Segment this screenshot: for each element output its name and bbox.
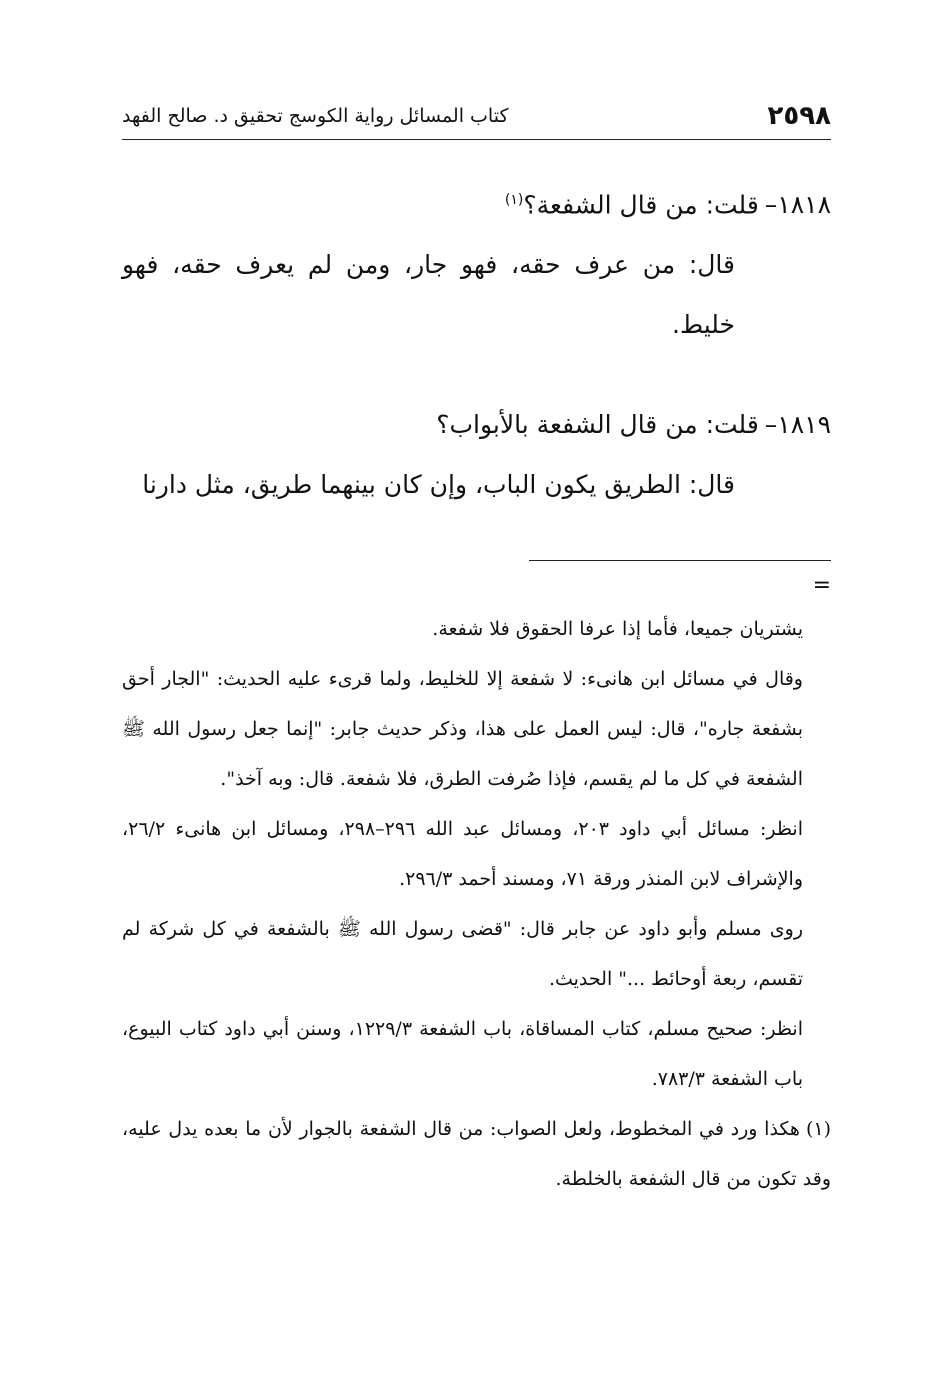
footnote-marker: (١) bbox=[805, 1118, 831, 1140]
footnote-separator bbox=[529, 560, 831, 561]
entry-1818-question bbox=[122, 170, 831, 235]
entry-number: ١٨١٩– bbox=[764, 410, 831, 440]
entry-number: ١٨١٨– bbox=[764, 190, 831, 220]
entry-1818-answer: قال: من عرف حقه، فهو جار، ومن لم يعرف حقه، فهو خليط. bbox=[122, 250, 735, 340]
footnote-continuation-mark: = bbox=[812, 573, 831, 598]
running-title: كتاب المسائل رواية الكوسج تحقيق د. صالح الفهد bbox=[122, 105, 509, 127]
question-text: قلت: من قال الشفعة؟ bbox=[523, 190, 759, 220]
footnote-1 bbox=[122, 1104, 831, 1204]
question-text: قلت: من قال الشفعة بالأبواب؟ bbox=[436, 410, 759, 440]
footnote-paragraph: روى مسلم وأبو داود عن جابر قال: "قضى رسول الله ﷺ بالشفعة في كل شركة لم تقسم، ربعة أوحائط ..." الحديث. bbox=[122, 918, 803, 990]
footnote-paragraph: انظر: مسائل أبي داود ٢٠٣، ومسائل عبد الله ٢٩٦–٢٩٨، ومسائل ابن هانىء ٢٦/٢، والإشراف لابن المنذر ورقة ٧١، ومسند أحمد ٢٩٦/٣. bbox=[122, 818, 803, 890]
entry-1819-question bbox=[122, 395, 831, 455]
footnote-paragraph: يشتريان جميعا، فأما إذا عرفا الحقوق فلا شفعة. bbox=[432, 618, 803, 640]
entry-1819-answer: قال: الطريق يكون الباب، وإن كان بينهما طريق، مثل دارنا bbox=[142, 470, 735, 500]
footnotes bbox=[122, 604, 831, 1204]
footnote-paragraph: انظر: صحيح مسلم، كتاب المساقاة، باب الشفعة ١٢٢٩/٣، وسنن أبي داود كتاب البيوع، باب الشفعة ٧٨٣/٣. bbox=[122, 1018, 803, 1090]
footnote-text: هكذا ورد في المخطوط، ولعل الصواب: من قال الشفعة بالجوار لأن ما بعده يدل عليه، وقد تكون من قال الشفعة بالخلطة. bbox=[122, 1118, 831, 1190]
page-number: ٢٥٩٨ bbox=[767, 101, 831, 131]
page-header bbox=[122, 96, 831, 136]
main-text bbox=[122, 170, 831, 515]
footnote-ref: (١) bbox=[504, 192, 524, 208]
header-rule bbox=[122, 139, 831, 140]
footnote-paragraph: وقال في مسائل ابن هانىء: لا شفعة إلا للخليط، ولما قرىء عليه الحديث: "الجار أحق بشفعة جاره"، قال: ليس العمل على هذا، وذكر حديث جابر: "إنما جعل رسول الله ﷺ الشفعة في كل ما لم يقسم، فإذا صُرفت الطرق، فلا شفعة. قال: وبه آخذ". bbox=[122, 668, 803, 790]
